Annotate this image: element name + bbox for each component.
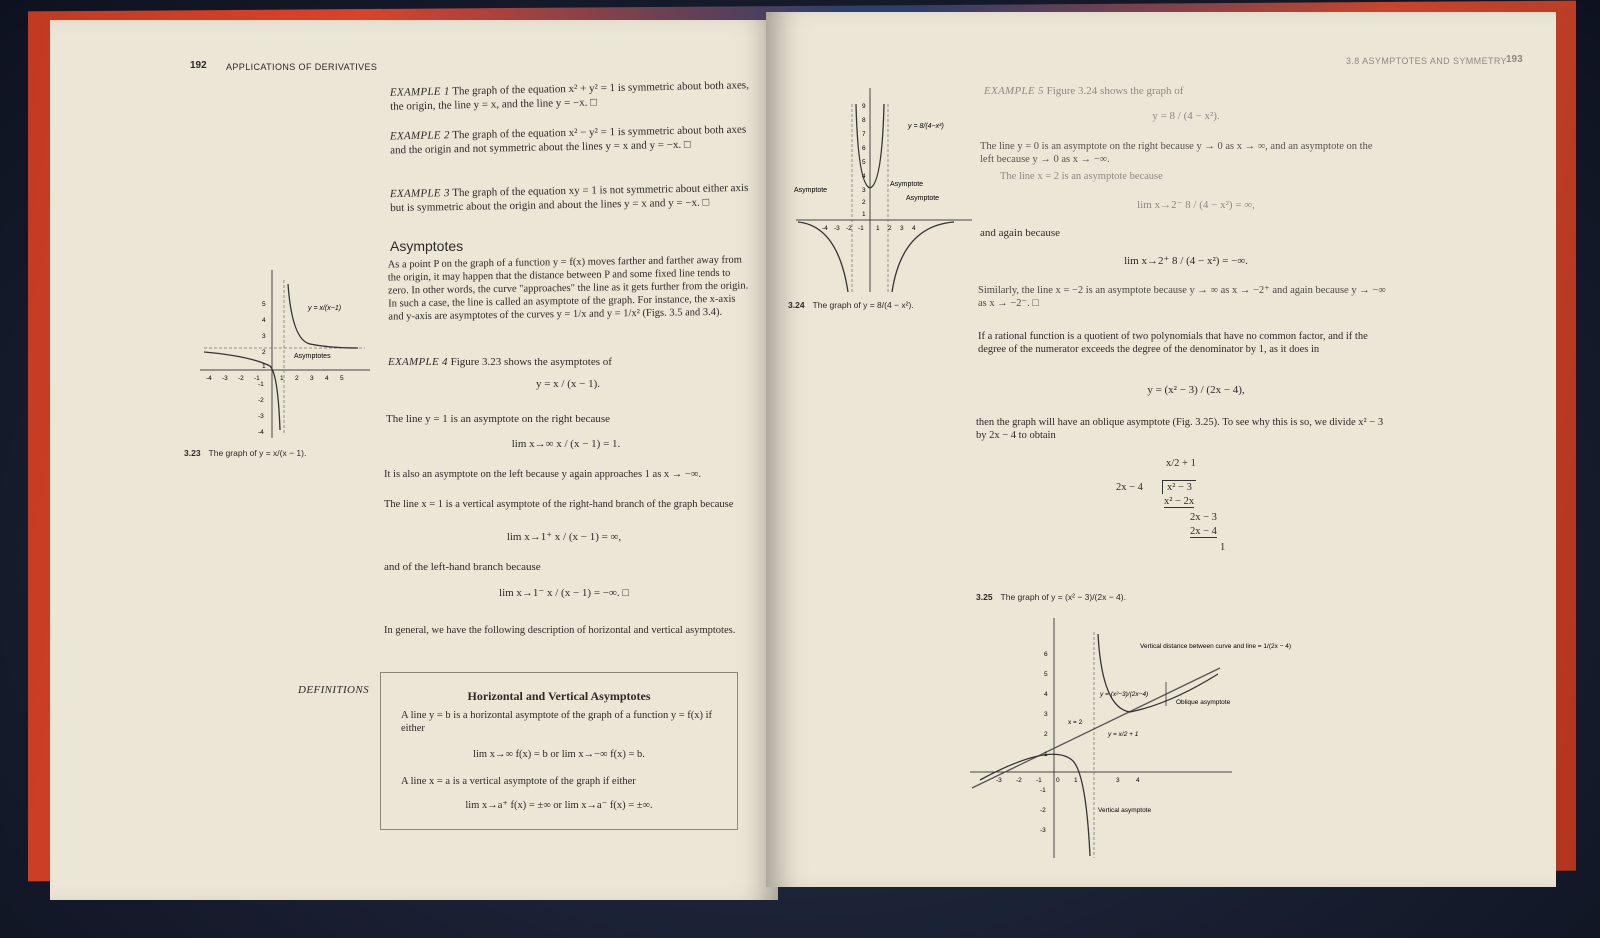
line-label: y = x/2 + 1: [1108, 731, 1139, 738]
x-tick: 3: [310, 375, 314, 382]
x-tick: 1: [280, 375, 284, 382]
equation: lim x→∞ x / (x − 1) = 1.: [511, 438, 621, 450]
paragraph: If a rational function is a quotient of two polynomials that have no common factor, and if the degree of the numerator exceeds the degree of the denominator by 1, as it does in: [978, 331, 1368, 355]
equation: y = x / (x − 1).: [535, 378, 601, 390]
division-remainder: 1: [1220, 542, 1226, 553]
section-paragraph: As a point P on the graph of a function y = f(x) moves farther and farther away from the origin, it may happen that the distance between P and some fixed line tends to zero. In other words, the curve "approaches" the line as it gets further from the origin. In such a case, the line is called an asymptote of the graph. For instance, the x-axis and y-axis are asymptotes of the curves y = 1/x and y = 1/x² (Figs. 3.5 and 3.4).: [387, 254, 749, 323]
x-tick: -1: [1036, 777, 1042, 784]
page-number: 192: [190, 60, 207, 71]
curve-label: y = x/(x−1): [308, 305, 342, 312]
x-equals-2-label: x = 2: [1068, 719, 1083, 726]
example-2: [390, 123, 750, 158]
y-tick: -1: [1040, 787, 1046, 794]
x-tick: 1: [876, 225, 880, 232]
x-tick: 0: [1056, 777, 1060, 784]
figure-3-24: [794, 84, 974, 294]
y-tick: 5: [862, 159, 866, 166]
x-tick: -3: [996, 777, 1002, 784]
paragraph: and again because: [980, 227, 1061, 239]
x-tick: -4: [206, 375, 212, 382]
y-tick: 4: [262, 317, 266, 324]
equation: lim x→2⁺ 8 / (4 − x²) = −∞.: [1124, 255, 1248, 267]
paragraph: In general, we have the following description of horizontal and vertical asymptotes.: [384, 625, 736, 636]
figure-caption: [976, 592, 1126, 602]
x-tick: 4: [325, 375, 329, 382]
y-tick: 5: [262, 301, 266, 308]
y-tick: 2: [862, 199, 866, 206]
y-tick: 1: [1044, 751, 1048, 758]
caption-text: The graph of y = x/(x − 1).: [208, 448, 307, 458]
figure-caption: [788, 300, 914, 310]
x-tick: 1: [1074, 777, 1078, 784]
curve-left-branch: [204, 352, 280, 430]
y-tick: -3: [258, 413, 264, 420]
x-tick: -3: [222, 375, 228, 382]
asymptote-label: Asymptote: [890, 181, 924, 188]
curve-label: y = 8/(4−x²): [908, 123, 944, 130]
y-tick: 1: [262, 363, 266, 370]
asymptote-label: Asymptote: [906, 195, 940, 202]
x-tick-labels: [996, 777, 1140, 784]
curve-right-branch: [288, 284, 358, 348]
x-tick: -1: [858, 225, 864, 232]
y-tick: 7: [862, 131, 866, 138]
x-tick: -3: [834, 225, 840, 232]
equation: lim x→1⁻ x / (x − 1) = −∞. □: [499, 587, 629, 599]
example-label: EXAMPLE 2: [389, 129, 450, 143]
caption-number: 3.23: [184, 448, 201, 458]
x-tick: 2: [295, 375, 299, 382]
paragraph: The line x = 1 is a vertical asymptote of the right-hand branch of the graph because: [384, 499, 734, 510]
caption-text: The graph of y = 8/(4 − x²).: [812, 300, 914, 310]
y-tick: -3: [1040, 827, 1046, 834]
example-text: The graph of the equation x² + y² = 1 is symmetric about both axes, the origin, the line y = x, and the line y = −x. □: [390, 79, 750, 113]
caption-number: 3.25: [976, 592, 993, 602]
page-number: 193: [1506, 54, 1523, 65]
y-tick-labels: [1040, 651, 1048, 834]
example-label: EXAMPLE 1: [389, 85, 450, 99]
y-tick: 8: [862, 117, 866, 124]
paragraph: The line x = 2 is an asymptote because: [1000, 171, 1163, 182]
x-tick: -2: [846, 225, 852, 232]
definition-vertical-eq: lim x→a⁺ f(x) = ±∞ or lim x→a⁻ f(x) = ±∞.: [465, 800, 653, 811]
curve-left-branch: [798, 222, 848, 292]
example-5: [984, 84, 1384, 98]
asymptote-label: Asymptote: [794, 187, 828, 194]
x-tick: -4: [822, 225, 828, 232]
section-title: Asymptotes: [390, 238, 464, 254]
x-tick: -1: [254, 375, 260, 382]
x-tick: -2: [238, 375, 244, 382]
y-tick-labels: [862, 103, 866, 218]
definitions-label: DEFINITIONS: [298, 684, 370, 696]
long-division: [1116, 458, 1256, 562]
definition-box: [380, 672, 738, 830]
division-step: 2x − 3: [1190, 512, 1217, 523]
curve-left-branch: [980, 754, 1090, 856]
y-tick: 6: [1044, 651, 1048, 658]
caption-number: 3.24: [788, 300, 805, 310]
x-tick: 2: [888, 225, 892, 232]
y-tick: 4: [862, 173, 866, 180]
curve-label: y = (x²−3)/(2x−4): [1100, 691, 1149, 698]
paragraph: then the graph will have an oblique asymptote (Fig. 3.25). To see why this is so, we divide x² − 3 by 2x − 4 to obtain: [976, 417, 1384, 441]
division-step: 2x − 4: [1190, 526, 1217, 537]
paragraph: and of the left-hand branch because: [384, 561, 541, 573]
y-tick: -2: [1040, 807, 1046, 814]
y-tick: -4: [258, 429, 264, 436]
definition-horizontal: A line y = b is a horizontal asymptote of the graph of a function y = f(x) if either: [401, 710, 713, 734]
running-head: APPLICATIONS OF DERIVATIVES: [226, 62, 378, 72]
figure-caption: [184, 448, 306, 458]
y-tick: 5: [1044, 671, 1048, 678]
running-head: 3.8 ASYMPTOTES AND SYMMETRY: [1346, 56, 1508, 66]
division-quotient: x/2 + 1: [1166, 458, 1196, 469]
paragraph: It is also an asymptote on the left because y again approaches 1 as x → −∞.: [384, 469, 701, 480]
y-tick: 3: [262, 333, 266, 340]
example-4: [388, 355, 748, 369]
y-tick: 2: [1044, 731, 1048, 738]
example-text: Figure 3.24 shows the graph of: [1046, 85, 1184, 97]
y-tick: -2: [258, 397, 264, 404]
figure-3-23: [200, 270, 380, 440]
x-tick: 5: [340, 375, 344, 382]
caption-text: The graph of y = (x² − 3)/(2x − 4).: [1000, 592, 1126, 602]
equation: lim x→1⁺ x / (x − 1) = ∞,: [506, 531, 622, 543]
right-page: [766, 12, 1556, 887]
paragraph: The line y = 0 is an asymptote on the right because y → 0 as x → ∞, and an asymptote on the left because y → 0 as x → −∞.: [980, 141, 1373, 165]
equation: y = 8 / (4 − x²).: [1152, 110, 1220, 122]
x-tick: 4: [912, 225, 916, 232]
definition-vertical: A line x = a is a vertical asymptote of the graph if either: [401, 776, 636, 787]
y-tick: -1: [258, 381, 264, 388]
example-text: The graph of the equation xy = 1 is not symmetric about either axis but is symmetric about the origin and about the lines y = x and y = −x. □: [390, 181, 749, 215]
figure-3-25: [970, 612, 1292, 860]
asymptotes-label: Asymptotes: [294, 353, 331, 360]
vertical-asymptote-label: Vertical asymptote: [1098, 807, 1152, 814]
paragraph: Similarly, the line x = −2 is an asymptote because y → ∞ as x → −2⁺ and again because y → −∞ as x → −2⁻. □: [978, 285, 1386, 309]
example-label: EXAMPLE 4: [388, 356, 448, 368]
vertical-distance-label: Vertical distance between curve and line = 1/(2x − 4): [1140, 643, 1292, 650]
example-1: [390, 78, 751, 114]
division-divisor: 2x − 4: [1116, 482, 1143, 493]
oblique-asymptote-line: [972, 668, 1220, 788]
x-tick: 3: [1116, 777, 1120, 784]
definition-horizontal-eq: lim x→∞ f(x) = b or lim x→−∞ f(x) = b.: [473, 749, 645, 760]
example-3: [390, 181, 750, 215]
definition-title: Horizontal and Vertical Asymptotes: [467, 689, 651, 703]
y-tick: 9: [862, 103, 866, 110]
y-tick: 3: [862, 187, 866, 194]
example-text: The graph of the equation x² − y² = 1 is symmetric about both axes and the origin and not symmetric about the lines y = x and y = −x. □: [390, 123, 747, 157]
x-tick-labels: [822, 225, 916, 232]
division-dividend: x² − 3: [1162, 480, 1196, 494]
example-text: Figure 3.23 shows the asymptotes of: [450, 356, 612, 368]
x-tick: -2: [1016, 777, 1022, 784]
example-label: EXAMPLE 3: [389, 187, 450, 201]
left-page: [50, 20, 778, 900]
oblique-asymptote-label: Oblique asymptote: [1176, 699, 1231, 706]
example-label: EXAMPLE 5: [984, 85, 1044, 97]
division-step: x² − 2x: [1164, 496, 1195, 507]
paragraph: The line y = 1 is an asymptote on the right because: [386, 413, 611, 425]
x-tick: 4: [1136, 777, 1140, 784]
y-tick-labels: [258, 301, 266, 436]
equation: y = (x² − 3) / (2x − 4),: [1147, 384, 1245, 396]
y-tick: 4: [1044, 691, 1048, 698]
y-tick: 2: [262, 349, 266, 356]
equation: lim x→2⁻ 8 / (4 − x²) = ∞,: [1137, 199, 1255, 211]
y-tick: 6: [862, 145, 866, 152]
curve-right-branch: [892, 222, 954, 292]
y-tick: 3: [1044, 711, 1048, 718]
y-tick: 1: [862, 211, 866, 218]
x-tick: 3: [900, 225, 904, 232]
